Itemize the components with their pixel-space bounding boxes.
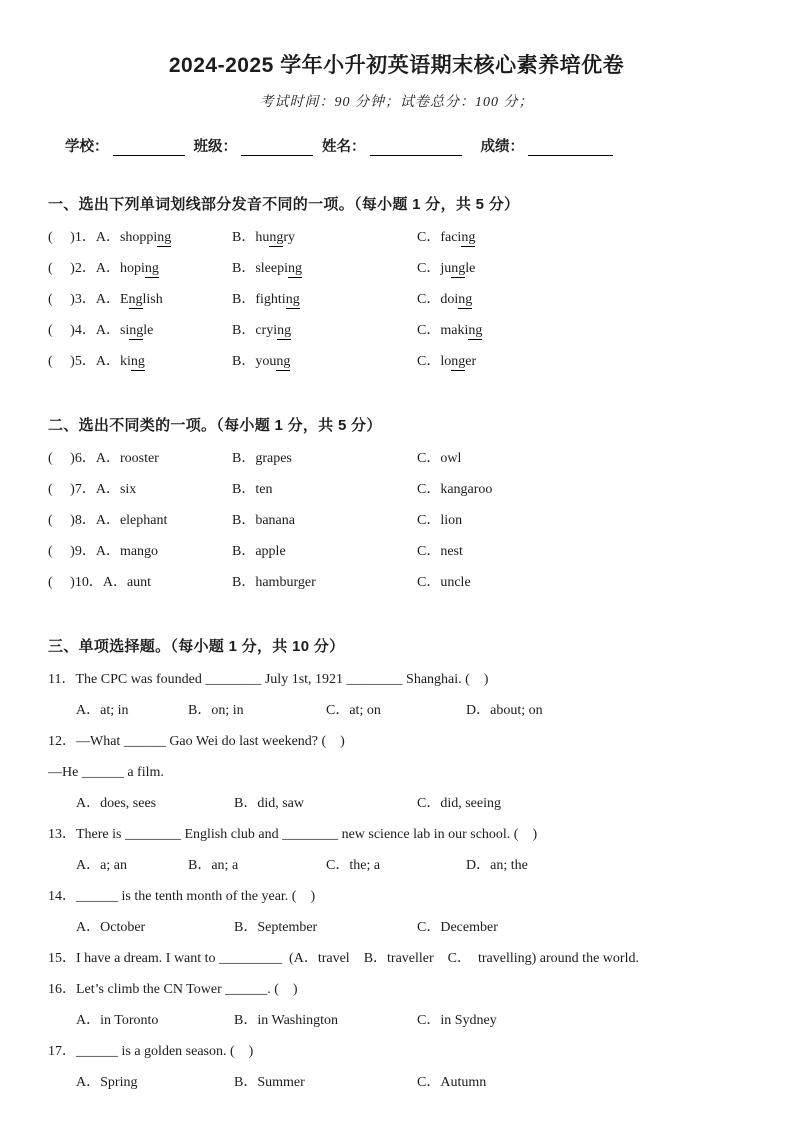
option-letter: A． (76, 796, 101, 811)
school-blank-line (113, 139, 185, 156)
answer-bracket: ( )8． (48, 513, 96, 528)
option-b (188, 850, 326, 881)
option-c (417, 536, 745, 567)
question-row (48, 284, 745, 315)
option-letter: C． (417, 354, 441, 369)
option-word: making (440, 323, 483, 338)
option-letter: B． (232, 575, 256, 590)
question-row (48, 315, 745, 346)
answer-bracket: ( )10． (48, 575, 103, 590)
option-letter: A． (95, 354, 120, 369)
option-word: at; on (349, 703, 381, 718)
option-word: kangaroo (440, 482, 493, 497)
score-label: 成绩： (480, 139, 524, 155)
option-word: six (119, 482, 137, 497)
option-word: banana (255, 513, 295, 528)
option-letter: D． (466, 858, 491, 873)
option-word: aunt (126, 575, 152, 590)
answer-bracket: ( )6． (48, 451, 96, 466)
option-word: fighting (255, 292, 300, 307)
option-c (417, 1005, 745, 1036)
option-letter: C． (417, 796, 441, 811)
option-b (232, 315, 417, 346)
option-word: in Toronto (100, 1013, 159, 1028)
class-label: 班级： (193, 139, 237, 155)
underlined-letters: ng (129, 323, 144, 338)
option-letter: C． (417, 230, 441, 245)
options-row (48, 850, 745, 881)
option-word: did, seeing (440, 796, 501, 811)
name-label: 姓名： (322, 139, 366, 155)
option-letter: C． (417, 920, 441, 935)
option-c (417, 284, 745, 315)
option-b (234, 788, 417, 819)
option-word: mango (119, 544, 159, 559)
option-b (234, 912, 417, 943)
option-word: sleeping (255, 261, 302, 276)
option-letter: A． (95, 261, 120, 276)
option-letter: B． (232, 292, 256, 307)
option-a (48, 253, 232, 284)
option-c (417, 346, 745, 377)
question-row (48, 346, 745, 377)
option-word: Summer (257, 1075, 305, 1090)
option-letter: A． (95, 230, 120, 245)
option-word: a; an (100, 858, 127, 873)
answer-bracket: ( )4． (48, 323, 96, 338)
option-letter: C． (326, 703, 350, 718)
question-row (48, 443, 745, 474)
option-letter: A． (76, 920, 101, 935)
option-word: Spring (100, 1075, 138, 1090)
option-letter: C． (417, 292, 441, 307)
option-d (466, 695, 745, 726)
option-letter: B． (234, 1075, 258, 1090)
option-letter: A． (95, 482, 120, 497)
option-word: hoping (119, 261, 159, 276)
option-word: in Sydney (440, 1013, 497, 1028)
option-b (232, 536, 417, 567)
option-c (417, 788, 745, 819)
question-row (48, 474, 745, 505)
answer-bracket: ( )3． (48, 292, 96, 307)
name-blank-line (370, 139, 462, 156)
option-letter: C． (417, 1013, 441, 1028)
class-blank-line (241, 139, 313, 156)
answer-bracket: ( )1． (48, 230, 96, 245)
option-c (326, 695, 466, 726)
option-word: grapes (255, 451, 292, 466)
option-b (232, 284, 417, 315)
option-letter: B． (234, 796, 258, 811)
option-c (326, 850, 466, 881)
option-a (48, 443, 232, 474)
option-letter: C． (417, 544, 441, 559)
question-row (48, 567, 745, 598)
option-word: king (119, 354, 145, 369)
option-word: elephant (119, 513, 168, 528)
answer-bracket: ( )7． (48, 482, 96, 497)
underlined-letters: ng (451, 261, 466, 276)
option-a (76, 788, 234, 819)
underlined-letters: ng (285, 292, 300, 307)
option-word: September (257, 920, 318, 935)
question-row (48, 536, 745, 567)
option-letter: A． (102, 575, 127, 590)
option-word: apple (255, 544, 286, 559)
options-row (48, 1005, 745, 1036)
option-a (48, 222, 232, 253)
underlined-letters: ng (277, 323, 292, 338)
option-word: nest (440, 544, 463, 559)
question-row (48, 253, 745, 284)
question-text: —He ______ a film. (48, 765, 164, 780)
option-letter: B． (234, 1013, 258, 1028)
question-text: 14．______ is the tenth month of the year. ( ) (48, 889, 316, 904)
section-heading: 一、选出下列单词划线部分发音不同的一项。（每小题 1 分，共 5 分） (48, 196, 520, 213)
section-three (48, 637, 745, 1098)
answer-bracket: ( )2． (48, 261, 96, 276)
option-letter: D． (466, 703, 491, 718)
question-text: 11．The CPC was founded ________ July 1st, 1921 ________ Shanghai. ( ) (48, 672, 489, 687)
option-c (417, 443, 745, 474)
option-a (48, 284, 232, 315)
option-letter: A． (76, 858, 101, 873)
exam-meta: 考试时间：90 分钟；试卷总分：100 分； (259, 95, 534, 110)
question-text: 16．Let’s climb the CN Tower ______. ( ) (48, 982, 298, 997)
option-letter: A． (95, 323, 120, 338)
question-row (48, 222, 745, 253)
option-word: lion (440, 513, 463, 528)
underlined-letters: ng (157, 230, 172, 245)
option-letter: B． (232, 323, 256, 338)
question-text: 15．I have a dream. I want to _________ (A．travel B．traveller C． travelling) around the world. (48, 951, 639, 966)
option-letter: B． (188, 858, 212, 873)
option-letter: B． (232, 261, 256, 276)
option-b (232, 253, 417, 284)
name-field (322, 135, 462, 156)
option-word: in Washington (257, 1013, 339, 1028)
option-word: an; a (211, 858, 239, 873)
score-blank-line (528, 139, 613, 156)
option-a (76, 850, 188, 881)
options-row (48, 695, 745, 726)
underlined-letters: ng (288, 261, 302, 276)
underlined-letters: ng (128, 292, 143, 307)
section-heading: 二、选出不同类的一项。（每小题 1 分，共 5 分） (48, 417, 382, 434)
option-word: longer (440, 354, 477, 369)
option-word: rooster (119, 451, 159, 466)
option-word: at; in (100, 703, 129, 718)
option-c (417, 912, 745, 943)
option-letter: B． (232, 513, 256, 528)
option-word: October (100, 920, 146, 935)
option-word: hamburger (255, 575, 316, 590)
option-word: on; in (211, 703, 244, 718)
student-info-row (48, 135, 745, 156)
option-letter: B． (232, 544, 256, 559)
option-word: English (119, 292, 163, 307)
underlined-letters: ng (276, 354, 291, 369)
option-a (76, 912, 234, 943)
section-one (48, 195, 745, 377)
option-letter: B． (188, 703, 212, 718)
underlined-letters: ng (458, 292, 473, 307)
option-letter: B． (232, 354, 256, 369)
answer-bracket: ( )5． (48, 354, 96, 369)
option-letter: B． (232, 451, 256, 466)
option-letter: A． (76, 703, 101, 718)
section-two (48, 416, 745, 598)
question-text: 17．______ is a golden season. ( ) (48, 1044, 254, 1059)
option-letter: A． (95, 544, 120, 559)
school-field (65, 135, 185, 156)
school-label: 学校： (65, 139, 109, 155)
option-a (48, 315, 232, 346)
option-b (188, 695, 326, 726)
section-heading: 三、单项选择题。（每小题 1 分，共 10 分） (48, 638, 345, 655)
option-letter: B． (234, 920, 258, 935)
option-c (417, 567, 745, 598)
option-letter: C． (417, 482, 441, 497)
option-letter: C． (417, 261, 441, 276)
option-word: facing (440, 230, 476, 245)
underlined-letters: ng (130, 354, 145, 369)
option-b (232, 222, 417, 253)
sections (48, 195, 745, 1098)
option-letter: B． (232, 230, 256, 245)
option-word: doing (440, 292, 473, 307)
option-word: Autumn (440, 1075, 487, 1090)
option-letter: A． (95, 513, 120, 528)
option-a (48, 505, 232, 536)
option-word: hungry (255, 230, 296, 245)
option-b (232, 567, 417, 598)
options-row (48, 788, 745, 819)
option-c (417, 315, 745, 346)
option-letter: C． (417, 451, 441, 466)
option-a (76, 1067, 234, 1098)
option-c (417, 505, 745, 536)
underlined-letters: ng (461, 230, 476, 245)
option-d (466, 850, 745, 881)
question-text: 12．—What ______ Gao Wei do last weekend? ( ) (48, 734, 345, 749)
option-b (234, 1005, 417, 1036)
answer-bracket: ( )9． (48, 544, 96, 559)
option-letter: C． (417, 323, 441, 338)
underlined-letters: ng (468, 323, 483, 338)
underlined-letters: ng (451, 354, 466, 369)
option-word: December (440, 920, 498, 935)
option-a (48, 536, 232, 567)
option-word: crying (255, 323, 292, 338)
score-field (481, 135, 614, 156)
option-word: did, saw (257, 796, 305, 811)
option-b (234, 1067, 417, 1098)
option-letter: C． (417, 513, 441, 528)
option-c (417, 222, 745, 253)
option-a (48, 474, 232, 505)
option-a (76, 695, 188, 726)
option-word: single (119, 323, 154, 338)
option-a (76, 1005, 234, 1036)
underlined-letters: ng (144, 261, 159, 276)
option-letter: B． (232, 482, 256, 497)
option-word: the; a (349, 858, 381, 873)
option-letter: C． (417, 1075, 441, 1090)
option-c (417, 1067, 745, 1098)
options-row (48, 1067, 745, 1098)
option-c (417, 253, 745, 284)
question-text: 13．There is ________ English club and ________ new science lab in our school. ( ) (48, 827, 538, 842)
option-a (48, 346, 232, 377)
option-word: uncle (440, 575, 471, 590)
option-c (417, 474, 745, 505)
option-b (232, 474, 417, 505)
question-row (48, 505, 745, 536)
option-b (232, 443, 417, 474)
option-letter: A． (95, 292, 120, 307)
option-letter: A． (76, 1013, 101, 1028)
option-a (48, 567, 232, 598)
option-b (232, 505, 417, 536)
option-letter: A． (95, 451, 120, 466)
option-letter: C． (417, 575, 441, 590)
option-word: an; the (490, 858, 528, 873)
options-row (48, 912, 745, 943)
option-word: jungle (440, 261, 476, 276)
option-word: does, sees (100, 796, 157, 811)
option-letter: A． (76, 1075, 101, 1090)
exam-title: 2024-2025 学年小升初英语期末核心素养培优卷 (168, 54, 625, 77)
underlined-letters: ng (269, 230, 284, 245)
option-word: about; on (490, 703, 543, 718)
option-b (232, 346, 417, 377)
option-word: shopping (119, 230, 172, 245)
option-word: young (255, 354, 291, 369)
option-letter: C． (326, 858, 350, 873)
option-word: ten (255, 482, 273, 497)
class-field (194, 135, 314, 156)
option-word: owl (440, 451, 462, 466)
